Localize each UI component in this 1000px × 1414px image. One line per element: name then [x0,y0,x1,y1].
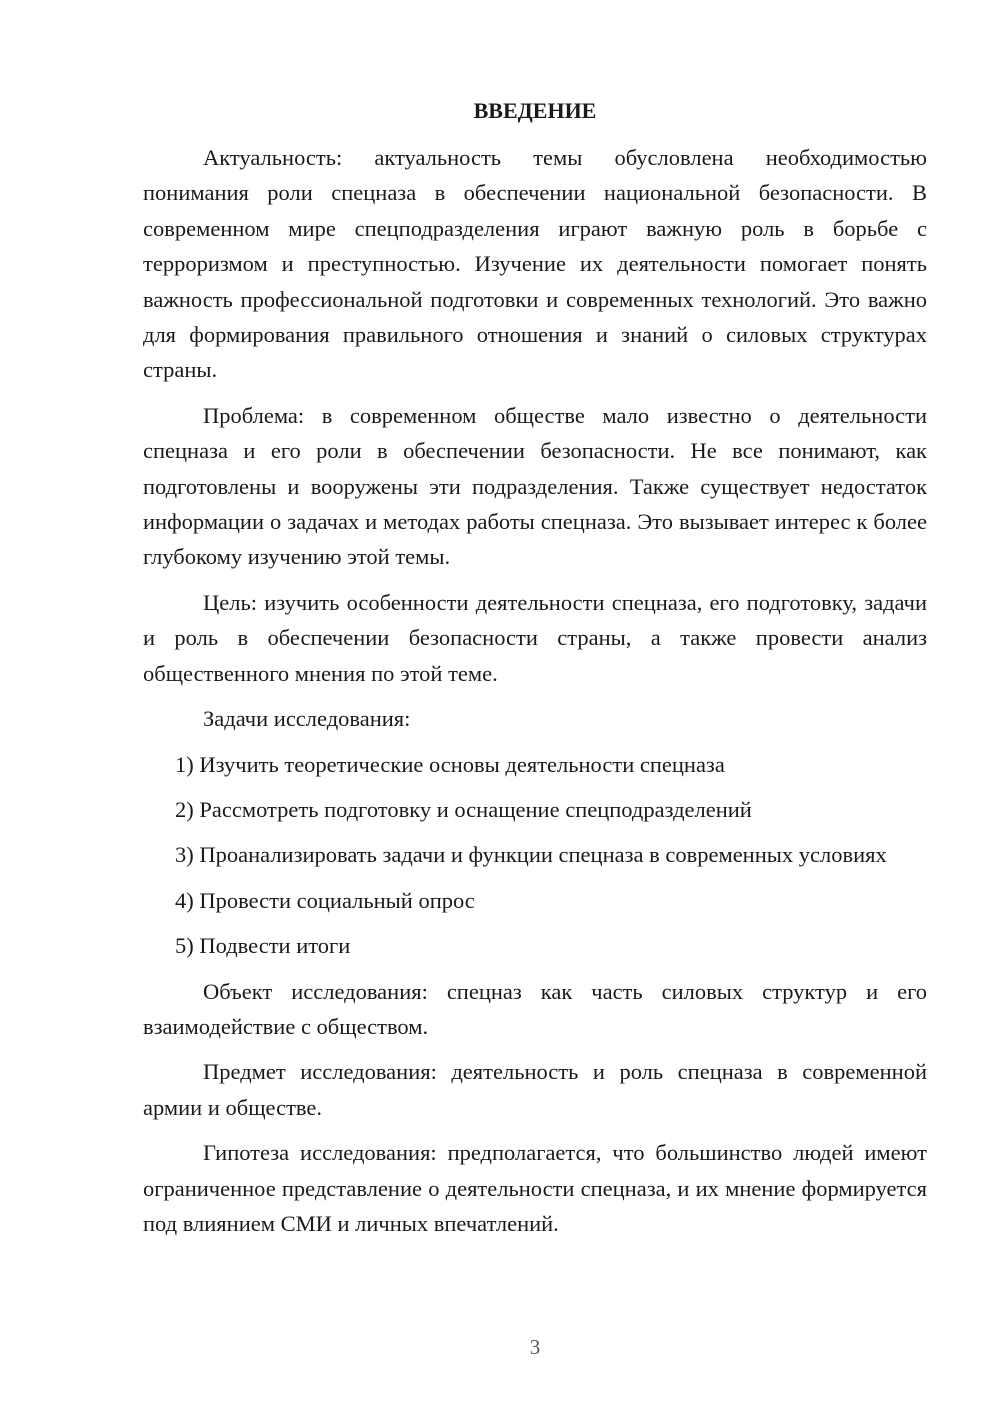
goal-paragraph: Цель: изучить особенности деятельности спецназа, его подготовку, задачи и роль в обеспечении безопасности страны, а также провести анализ общественного мнения по этой теме. [143,589,927,686]
task-item-5: 5) Подвести итоги [175,933,351,959]
page-content [143,95,927,1251]
relevance-paragraph: Актуальность: актуальность темы обусловлена необходимостью понимания роли спецназа в обеспечении национальной безопасности. В современном мире спецподразделения играют важную роль в борьбе с терроризмом и преступностью. Изучение их деятельности помогает понять важность профессиональной подготовки и современных технологий. Это важно для формирования правильного отношения и знаний о силовых структурах страны. [143,145,927,383]
task-item-2: 2) Рассмотреть подготовку и оснащение спецподразделений [175,796,752,822]
object-paragraph: Объект исследования: спецназ как часть силовых структур и его взаимодействие с обществом. [143,978,927,1039]
task-item-1: 1) Изучить теоретические основы деятельности спецназа [175,751,725,777]
task-item-3: 3) Проанализировать задачи и функции спецназа в современных условиях [175,842,887,868]
section-heading: ВВЕДЕНИЕ [473,98,597,123]
hypothesis-paragraph: Гипотеза исследования: предполагается, что большинство людей имеют ограниченное представление о деятельности спецназа, и их мнение формируется под влиянием СМИ и личных впечатлений. [143,1140,927,1236]
page-number: 3 [529,1335,541,1359]
task-item-4: 4) Провести социальный опрос [175,887,475,913]
subject-paragraph: Предмет исследования: деятельность и роль спецназа в современной армии и обществе. [143,1059,927,1120]
tasks-title: Задачи исследования: [203,706,411,732]
problem-paragraph: Проблема: в современном обществе мало известно о деятельности спецназа и его роли в обеспечении безопасности. Не все понимают, как подготовлены и вооружены эти подразделения. Также существует недостаток информации о задачах и методах работы спецназа. Это вызывает интерес к более глубокому изучению этой темы. [143,402,927,570]
